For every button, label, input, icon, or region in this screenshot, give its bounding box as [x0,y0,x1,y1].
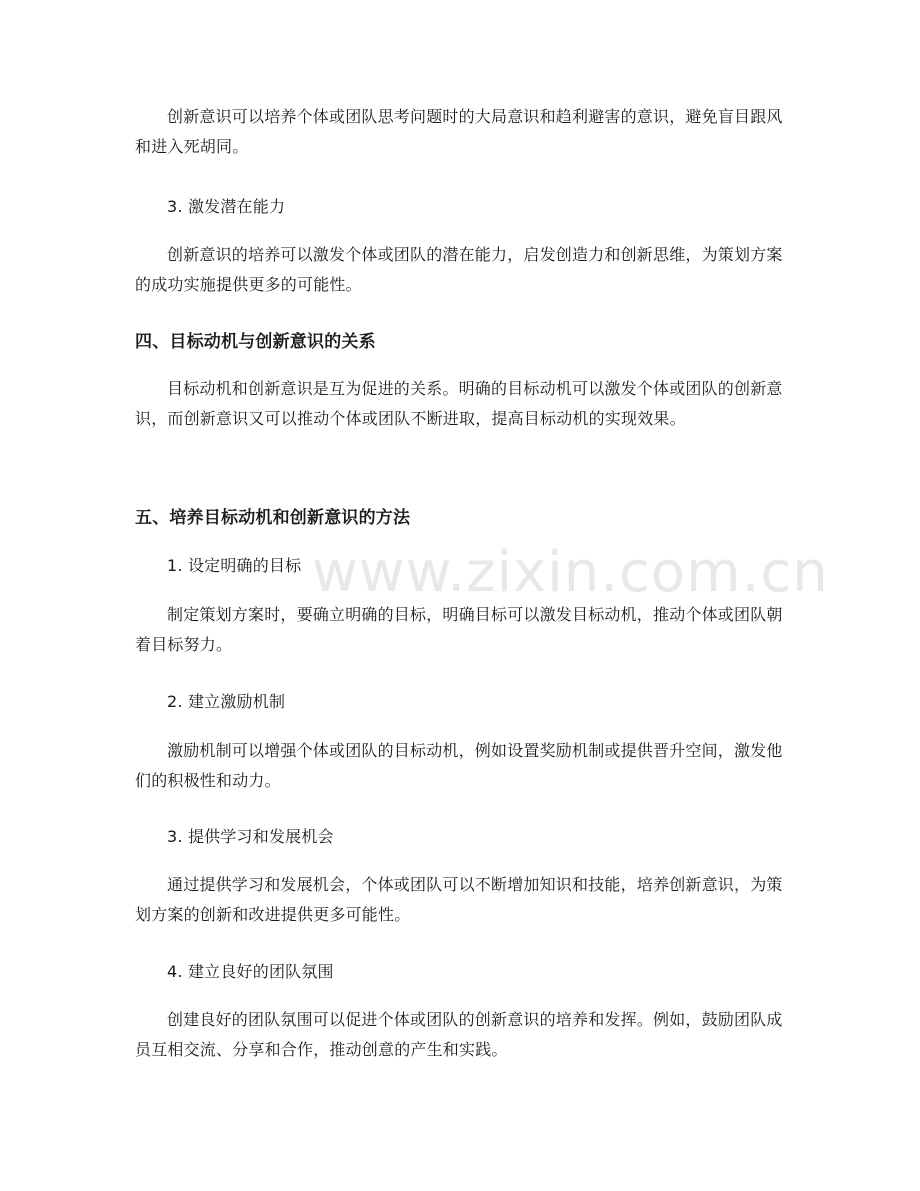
paragraph-set-goals: 制定策划方案时，要确立明确的目标，明确目标可以激发目标动机，推动个体或团队朝着目标努力。 [135,605,783,654]
paragraph-team-atmosphere: 创建良好的团队氛围可以促进个体或团队的创新意识的培养和发挥。例如，鼓励团队成员互相交流、分享和合作，推动创意的产生和实践。 [135,1010,783,1059]
paragraph-broad-awareness: 创新意识可以培养个体或团队思考问题时的大局意识和趋利避害的意识，避免盲目跟风和进入死胡同。 [135,107,783,156]
paragraph-potential: 创新意识的培养可以激发个体或团队的潜在能力，启发创造力和创新思维，为策划方案的成功实施提供更多的可能性。 [135,245,783,294]
list-item-learning: 3. 提供学习和发展机会 [167,827,334,846]
list-item-stimulate-potential: 3. 激发潜在能力 [167,197,286,216]
paragraph-incentive: 激励机制可以增强个体或团队的目标动机，例如设置奖励机制或提供晋升空间，激发他们的积极性和动力。 [135,741,783,790]
paragraph-relationship: 目标动机和创新意识是互为促进的关系。明确的目标动机可以激发个体或团队的创新意识，而创新意识又可以推动个体或团队不断进取，提高目标动机的实现效果。 [135,379,783,428]
list-item-team-atmosphere: 4. 建立良好的团队氛围 [167,962,334,981]
section-heading-4: 四、目标动机与创新意识的关系 [135,332,376,352]
list-item-incentive: 2. 建立激励机制 [167,692,286,711]
section-heading-5: 五、培养目标动机和创新意识的方法 [135,508,411,528]
watermark: www.zixin.com.cn [312,540,829,605]
list-item-set-goals: 1. 设定明确的目标 [167,556,302,575]
paragraph-learning: 通过提供学习和发展机会，个体或团队可以不断增加知识和技能，培养创新意识，为策划方案的创新和改进提供更多可能性。 [135,875,783,924]
